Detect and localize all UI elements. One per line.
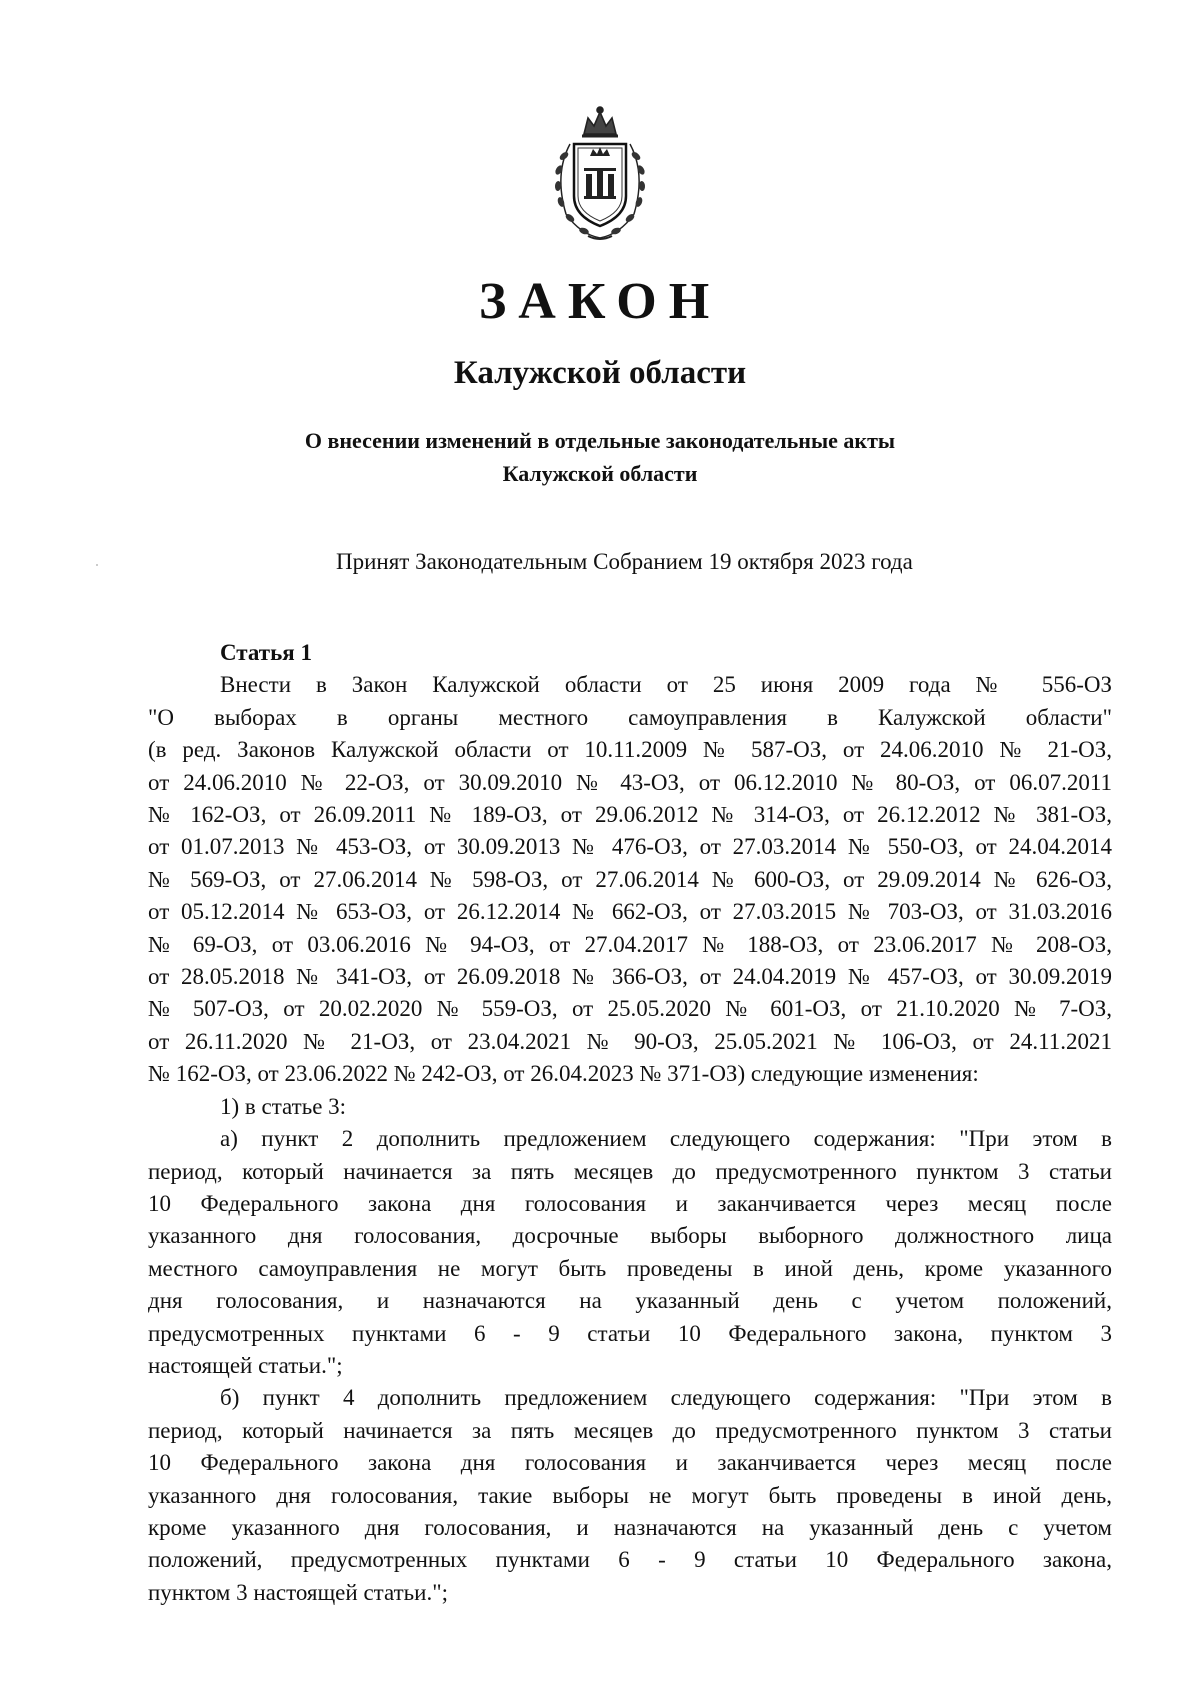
law-subject-line-1: О внесении изменений в отдельные законодательные акты xyxy=(304,428,896,453)
text-line: указанного дня голосования, такие выборы не могут быть проведены в иной день, xyxy=(148,1482,1112,1508)
text-line: от 24.06.2010 № 22-ОЗ, от 30.09.2010 № 43-ОЗ, от 06.12.2010 № 80-ОЗ, от 06.07.2011 xyxy=(148,769,1112,795)
text-line: предусмотренных пунктами 6 - 9 статьи 10 Федерального закона, пунктом 3 xyxy=(148,1320,1112,1346)
article-heading: Статья 1 xyxy=(220,640,312,665)
text-line: № 162-ОЗ, от 23.06.2022 № 242-ОЗ, от 26.04.2023 № 371-ОЗ) следующие изменения: xyxy=(148,1061,979,1087)
text-line: № 569-ОЗ, от 27.06.2014 № 598-ОЗ, от 27.06.2014 № 600-ОЗ, от 29.09.2014 № 626-ОЗ, xyxy=(148,866,1112,892)
adoption-note: Принят Законодательным Собранием 19 октября 2023 года xyxy=(336,549,913,574)
text-line: пунктом 3 настоящей статьи."; xyxy=(148,1579,448,1605)
law-title: ЗАКОН xyxy=(478,273,722,330)
text-line: № 507-ОЗ, от 20.02.2020 № 559-ОЗ, от 25.05.2020 № 601-ОЗ, от 21.10.2020 № 7-ОЗ, xyxy=(148,996,1112,1022)
text-line: № 162-ОЗ, от 26.09.2011 № 189-ОЗ, от 29.06.2012 № 314-ОЗ, от 26.12.2012 № 381-ОЗ, xyxy=(148,802,1112,828)
law-subject xyxy=(0,424,1200,490)
text-line: период, который начинается за пять месяцев до предусмотренного пунктом 3 статьи xyxy=(148,1158,1112,1184)
law-region: Калужской области xyxy=(453,355,747,391)
text-line: от 26.11.2020 № 21-ОЗ, от 23.04.2021 № 90-ОЗ, 25.05.2021 № 106-ОЗ, от 24.11.2021 xyxy=(148,1028,1112,1054)
law-body xyxy=(148,637,1112,1609)
law-subject-line-2: Калужской области xyxy=(502,461,698,486)
text-line: № 69-ОЗ, от 03.06.2016 № 94-ОЗ, от 27.04.2017 № 188-ОЗ, от 23.06.2017 № 208-ОЗ, xyxy=(148,931,1112,957)
text-line: 10 Федерального закона дня голосования и заканчивается через месяц после xyxy=(148,1190,1112,1216)
article-text xyxy=(148,669,1112,1609)
text-line: местного самоуправления не могут быть проведены в иной день, кроме указанного xyxy=(148,1255,1112,1281)
text-line: дня голосования, и назначаются на указанный день с учетом положений, xyxy=(148,1288,1112,1314)
text-line: б) пункт 4 дополнить предложением следующего содержания: "При этом в xyxy=(220,1385,1112,1411)
text-line: указанного дня голосования, досрочные выборы выборного должностного лица xyxy=(148,1223,1112,1249)
text-line: кроме указанного дня голосования, и назначаются на указанный день с учетом xyxy=(148,1514,1112,1540)
text-line: 1) в статье 3: xyxy=(220,1093,347,1119)
text-line: 10 Федерального закона дня голосования и заканчивается через месяц после xyxy=(148,1450,1112,1476)
scan-speck xyxy=(96,564,98,566)
text-line: от 05.12.2014 № 653-ОЗ, от 26.12.2014 № 662-ОЗ, от 27.03.2015 № 703-ОЗ, от 31.03.2016 xyxy=(148,899,1112,925)
text-line: "О выборах в органы местного самоуправления в Калужской области" xyxy=(148,704,1112,730)
text-line: период, который начинается за пять месяцев до предусмотренного пунктом 3 статьи xyxy=(148,1417,1112,1443)
text-line: (в ред. Законов Калужской области от 10.11.2009 № 587-ОЗ, от 24.06.2010 № 21-ОЗ, xyxy=(148,737,1112,763)
text-line: настоящей статьи."; xyxy=(148,1352,343,1378)
text-line: положений, предусмотренных пунктами 6 - 9 статьи 10 Федерального закона, xyxy=(148,1547,1112,1573)
text-line: Внести в Закон Калужской области от 25 июня 2009 года № 556-ОЗ xyxy=(220,672,1112,698)
text-line: от 28.05.2018 № 341-ОЗ, от 26.09.2018 № 366-ОЗ, от 24.04.2019 № 457-ОЗ, от 30.09.2019 xyxy=(148,964,1112,990)
coat-of-arms-icon xyxy=(540,104,660,244)
text-line: от 01.07.2013 № 453-ОЗ, от 30.09.2013 № 476-ОЗ, от 27.03.2014 № 550-ОЗ, от 24.04.2014 xyxy=(148,834,1112,860)
text-line: а) пункт 2 дополнить предложением следующего содержания: "При этом в xyxy=(220,1126,1112,1152)
